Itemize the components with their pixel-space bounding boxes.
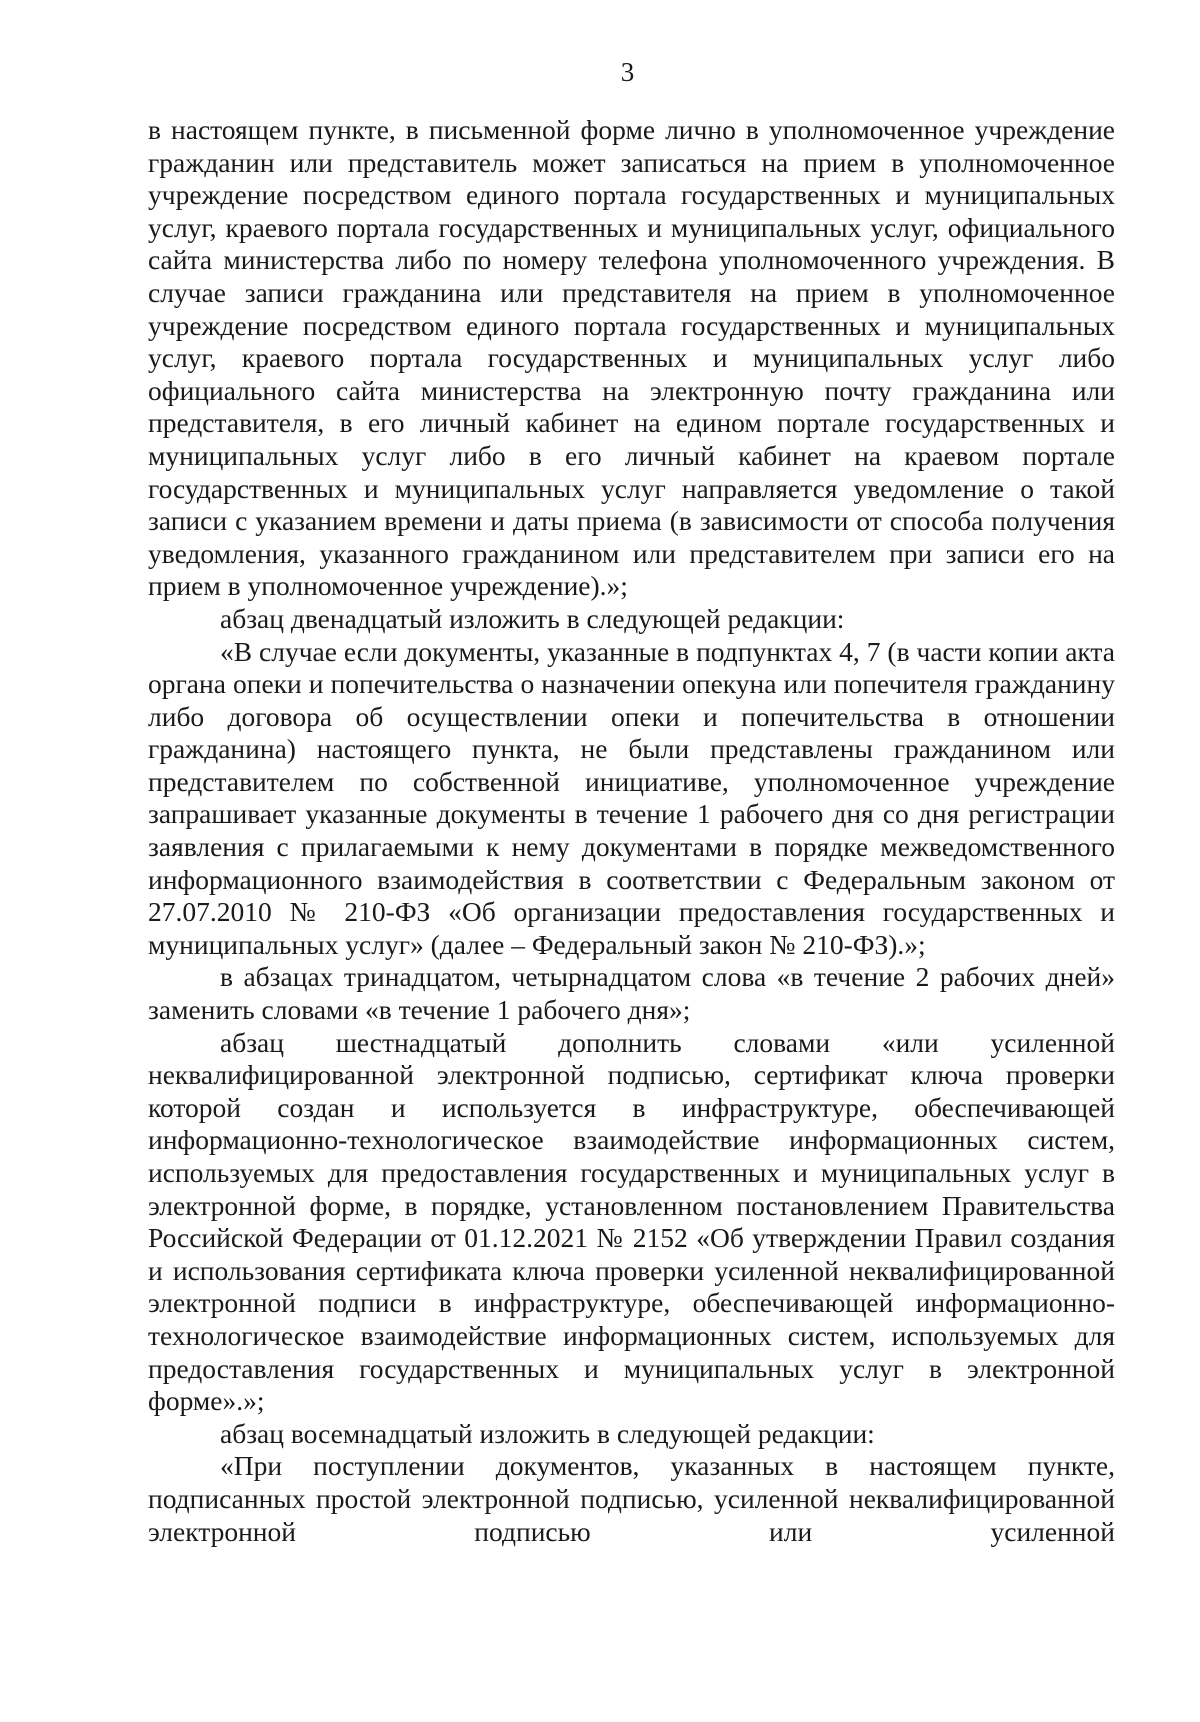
page-number: 3 [620,57,635,87]
paragraph-quoted-twelfth: «В случае если документы, указанные в подпунктах 4, 7 (в части копии акта органа опеки и попечительства о назначении опекуна или попечителя гражданину либо договора об осуществлении опеки и попечительства в отношении гражданина) настоящего пункта, не были представлены гражданином или представителем по собственной инициативе, уполномоченное учреждение запрашивает указанные документы в течение 1 рабочего дня со дня регистрации заявления с прилагаемыми к нему документами в порядке межведомственного информационного взаимодействия в соответствии с Федеральным законом от 27.07.2010 № 210-ФЗ «Об организации предоставления государственных и муниципальных услуг» (далее – Федеральный закон № 210-ФЗ).»; [148,635,1115,960]
paragraph-quoted-eighteenth: «При поступлении документов, указанных в настоящем пункте, подписанных простой электронной подписью, усиленной неквалифицированной электронной подписью или усиленной [148,1450,1115,1547]
paragraph-amendment-eighteenth: абзац восемнадцатый изложить в следующей редакции: [220,1417,875,1449]
paragraph-continuation: в настоящем пункте, в письменной форме лично в уполномоченное учреждение гражданин или представитель может записаться на прием в уполномоченное учреждение посредством единого портала государственных и муниципальных услуг, краевого портала государственных и муниципальных услуг, официального сайта министерства либо по номеру телефона уполномоченного учреждения. В случае записи гражданина или представителя на прием в уполномоченное учреждение посредством единого портала государственных и муниципальных услуг, краевого портала государственных и муниципальных услуг либо официального сайта министерства на электронную почту гражданина или представителя, в его личный кабинет на едином портале государственных и муниципальных услуг либо в его личный кабинет на краевом портале государственных и муниципальных услуг направляется уведомление о такой записи с указанием времени и даты приема (в зависимости от способа получения уведомления, указанного гражданином или представителем при записи его на прием в уполномоченное учреждение).»; [148,114,1115,602]
paragraph-amendment-sixteenth: абзац шестнадцатый дополнить словами «или усиленной неквалифицированной электронной подписью, сертификат ключа проверки которой создан и используется в инфраструктуре, обеспечивающей информационно-технологическое взаимодействие информационных систем, используемых для предоставления государственных и муниципальных услуг в электронной форме, в порядке, установленном постановлением Правительства Российской Федерации от 01.12.2021 № 2152 «Об утверждении Правил создания и использования сертификата ключа проверки усиленной неквалифицированной электронной подписи в инфраструктуре, обеспечивающей информационно-технологическое взаимодействие информационных систем, используемых для предоставления государственных и муниципальных услуг в электронной форме».»; [148,1026,1115,1417]
paragraph-amendment-thirteenth: в абзацах тринадцатом, четырнадцатом слова «в течение 2 рабочих дней» заменить словами «в течение 1 рабочего дня»; [148,961,1115,1026]
paragraph-amendment-twelfth: абзац двенадцатый изложить в следующей редакции: [220,602,845,634]
document-body [148,114,1115,1548]
